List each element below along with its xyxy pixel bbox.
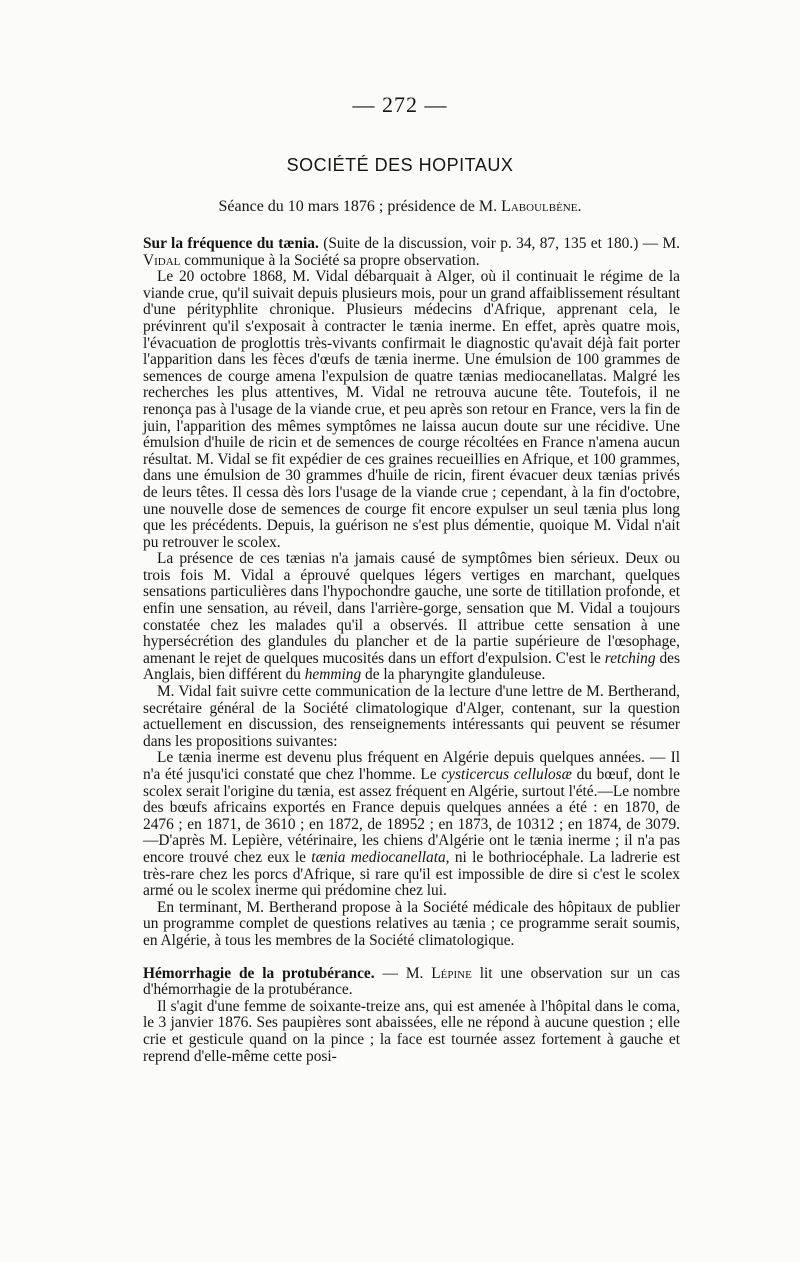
section2-paragraph-1: Il s'agit d'une femme de soixante-treize ans, qui est amenée à l'hôpital dans le coma, le 3 janvier 1876. Ses paupières sont abaissées, elle ne répond à aucune question ; elle crie et gesticule quand on la pince ; la face est tournée assez fortement à gauche et reprend d'elle-même cette posi- (143, 997, 680, 1065)
section1-author: Vidal (143, 251, 181, 269)
session-suffix: . (577, 198, 582, 215)
section1-intro-text-2: communique à la Société sa propre observation. (180, 251, 480, 269)
p2-text-a: La présence de ces tænias n'a jamais causé de symptômes bien sérieux. Deux ou trois fois M. Vidal a éprouvé quelques légers vertiges en marchant, quelques sensations particulières dans l'hypochondre gauche, une sorte de titillation profonde, et enfin une sensation, au réveil, dans l'arrière-gorge, sensation que M. Vidal a toujours constatée chez les malades qu'il a observés. Il attribue cette sensation à une hypersécrétion des glandules du plancher et de la partie supérieure de l'œsophage, amenant le rejet de quelques mucosités dans un effort d'expulsion. C'est le (143, 550, 680, 667)
page-heading: SOCIÉTÉ DES HOPITAUX (286, 155, 514, 175)
page-number: — 272 — (352, 92, 448, 117)
section1-paragraph-1: Le 20 octobre 1868, M. Vidal débarquait à Alger, où il continuait le régime de la viande crue, qu'il suivait depuis plusieurs mois, pour un grand affaiblissement résultant d'une pérityphlite chronique. Plusieurs médecins d'Afrique, apprenant cela, le prévinrent qu'il s'exposait à contracter le tænia inerme. En effet, après quatre mois, l'évacuation de proglottis très-vivants confirmait le diagnostic qu'avait déjà fait porter l'apparition dans les fèces d'œufs de tænia inerme. Une émulsion de 100 grammes de semences de courge amena l'expulsion de quatre tænias mediocanellatas. Malgré les recherches les plus attentives, M. Vidal ne retrouva aucune tête. Toutefois, il ne renonça pas à l'usage de la viande crue, et peu après son retour en France, vers la fin de juin, l'apparition des mêmes symptômes ne laissa aucun doute sur une récidive. Une émulsion d'huile de ricin et de semences de courge récoltées en France n'amena aucun résultat. M. Vidal se fit expédier de ces graines recueillies en Afrique, et 100 grammes, dans une émulsion de 30 grammes d'huile de ricin, firent évacuer deux tænias privés de leurs têtes. Il cessa dès lors l'usage de la viande crue ; cependant, à la fin d'octobre, une nouvelle dose de semences de courge fit encore expulser un seul tænia plus long que les précédents. Depuis, la guérison ne s'est plus démentie, quoique M. Vidal n'ait pu retrouver le scolex. (143, 268, 680, 551)
session-president: Laboulbène (501, 198, 578, 215)
article-body (143, 236, 680, 1065)
section1-paragraph-5: En terminant, M. Bertherand propose à la Société médicale des hôpitaux de publier un programme complet de questions relatives au tænia ; ce programme serait soumis, en Algérie, à tous les membres de la Société climatologique. (143, 898, 680, 949)
section2-intro-text-2: lit une observation sur un cas d'hémorrhagie de la protubérance. (143, 964, 681, 999)
p4-text-c: ni le bothriocéphale. La ladrerie est très-rare chez les porcs d'Afrique, si rare qu'il est impossible de dire si c'est le scolex armé ou le scolex inerme qui prédomine chez lui. (143, 848, 680, 900)
section1-paragraph-2 (143, 551, 680, 684)
p4-italic-cysticercus: cysticercus cellulosæ (441, 766, 572, 783)
p4-italic-taenia: tænia mediocanellata, (311, 848, 450, 866)
section2-title: Hémorrhagie de la protubérance. (143, 964, 375, 982)
p4-text-a: Le tænia inerme est devenu plus fréquent en Algérie depuis quelques années. — Il n'a été jusqu'ici constaté que chez l'homme. Le (143, 749, 680, 783)
section1-intro-text: (Suite de la discussion, voir p. 34, 87, 135 et 180.) — M. (318, 235, 680, 252)
section1-paragraph-3: M. Vidal fait suivre cette communication de la lecture d'une lettre de M. Bertherand, secrétaire général de la Société climatologique d'Alger, contenant, sur la question actuellement en discussion, des renseignements intéressants qui peuvent se résumer dans les propositions suivantes: (143, 683, 680, 750)
p2-text-b: des Anglais, bien différent du (143, 649, 680, 684)
p4-text-b: du bœuf, dont le scolex serait l'origine du tænia, est assez fréquent en Algérie, surtout l'été.—Le nombre des bœufs africains exportés en France depuis quelques années a été : en 1870, de 2476 ; en 1871, de 3610 ; en 1872, de 18952 ; en 1873, de 10312 ; en 1874, de 3079.—D'après M. Lepière, vétérinaire, les chiens d'Algérie ont le tænia inerme ; il n'a pas encore trouvé chez eux le (143, 766, 680, 866)
section2-intro-text: — M. (374, 964, 432, 982)
section1-paragraph-4 (143, 750, 680, 899)
section2-author: Lépine (431, 964, 472, 982)
section2-intro (143, 966, 680, 999)
p2-italic-retching: retching (604, 649, 656, 667)
section1-intro (143, 236, 680, 269)
session-prefix: Séance du 10 mars 1876 ; présidence de M. (218, 198, 502, 215)
session-line (0, 198, 800, 216)
section1-title: Sur la fréquence du tænia. (143, 235, 319, 252)
p2-text-c: de la pharyngite glanduleuse. (361, 666, 546, 684)
p2-italic-hemming: hemming (304, 666, 362, 684)
